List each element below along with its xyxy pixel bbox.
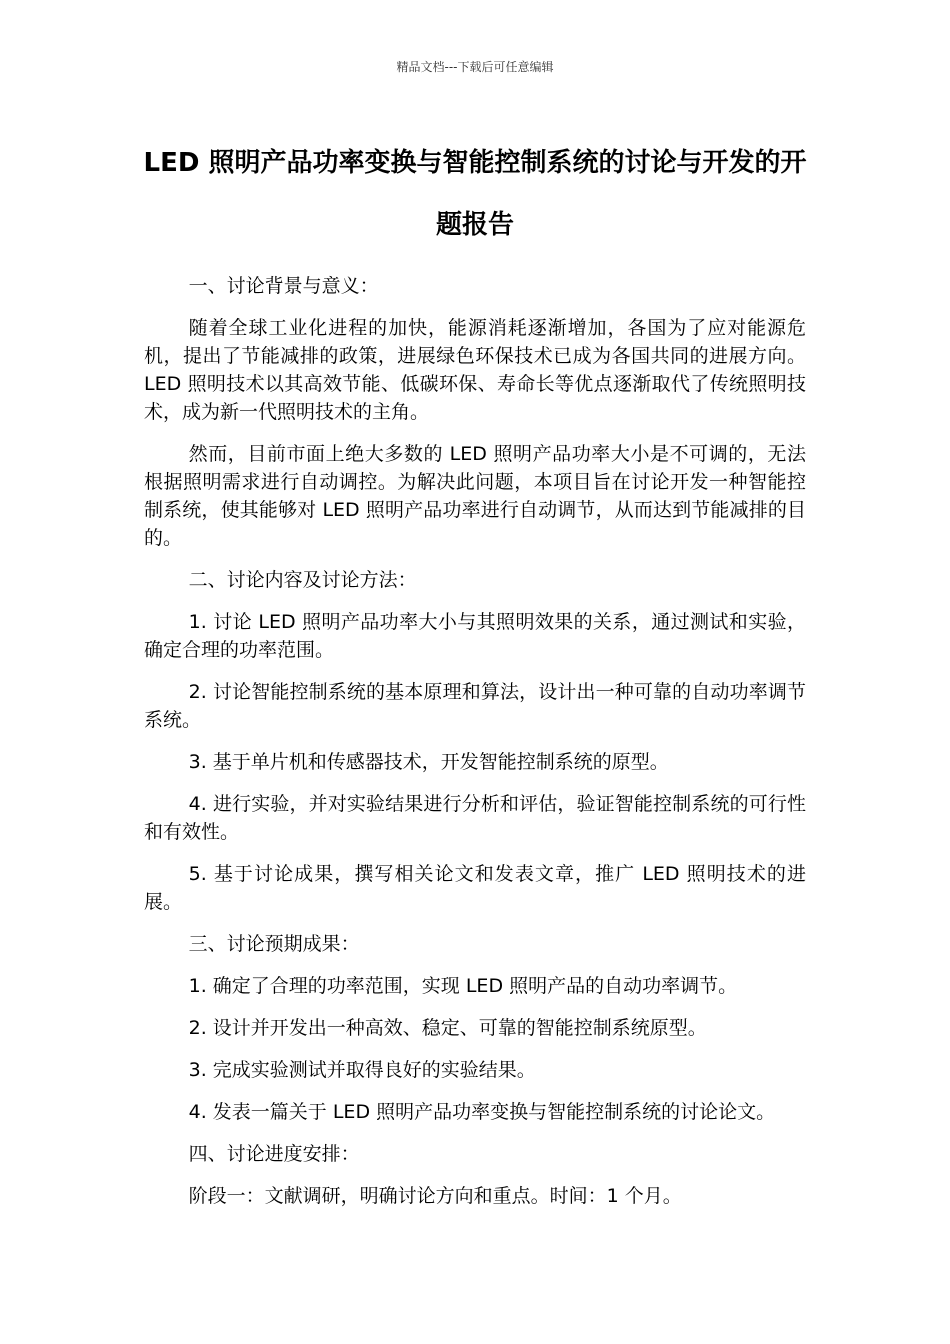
list-item-result-2: 2. 设计并开发出一种高效、稳定、可靠的智能控制系统原型。 [188, 1017, 707, 1039]
list-item-method-2: 2. 讨论智能控制系统的基本原理和算法，设计出一种可靠的自动功率调节系统。 [144, 681, 806, 731]
list-item-method-3: 3. 基于单片机和传感器技术，开发智能控制系统的原型。 [188, 751, 669, 773]
section-heading-content-methods: 二、讨论内容及讨论方法： [188, 569, 417, 591]
paragraph-background-1: 随着全球工业化进程的加快，能源消耗逐渐增加，各国为了应对能源危机，提出了节能减排的政策，进展绿色环保技术已成为各国共同的进展方向。LED 照明技术以其高效节能、低碳环保、寿命长等优点逐渐取代了传统照明技术，成为新一代照明技术的主角。 [144, 317, 806, 423]
paragraph-background-2: 然而，目前市面上绝大多数的 LED 照明产品功率大小是不可调的，无法根据照明需求进行自动调控。为解决此问题，本项目旨在讨论开发一种智能控制系统，使其能够对 LED 照明产品功率进行自动调节，从而达到节能减排的目的。 [144, 443, 806, 549]
schedule-stage-1: 阶段一：文献调研，明确讨论方向和重点。时间：1 个月。 [188, 1185, 682, 1207]
list-item-result-1: 1. 确定了合理的功率范围，实现 LED 照明产品的自动功率调节。 [188, 975, 738, 997]
list-item-method-5: 5. 基于讨论成果，撰写相关论文和发表文章，推广 LED 照明技术的进展。 [144, 863, 806, 913]
document-body [144, 272, 806, 1224]
section-heading-expected-results: 三、讨论预期成果： [188, 933, 360, 955]
section-heading-schedule: 四、讨论进度安排： [188, 1143, 360, 1165]
header-note: 精品文档---下载后可任意编辑 [396, 60, 554, 74]
list-item-result-4: 4. 发表一篇关于 LED 照明产品功率变换与智能控制系统的讨论论文。 [188, 1101, 776, 1123]
section-heading-background: 一、讨论背景与意义： [188, 275, 379, 297]
list-item-method-4: 4. 进行实验，并对实验结果进行分析和评估，验证智能控制系统的可行性和有效性。 [144, 793, 806, 843]
list-item-result-3: 3. 完成实验测试并取得良好的实验结果。 [188, 1059, 536, 1081]
document-title: LED 照明产品功率变换与智能控制系统的讨论与开发的开题报告 [143, 148, 807, 240]
list-item-method-1: 1. 讨论 LED 照明产品功率大小与其照明效果的关系，通过测试和实验，确定合理的功率范围。 [144, 611, 806, 661]
